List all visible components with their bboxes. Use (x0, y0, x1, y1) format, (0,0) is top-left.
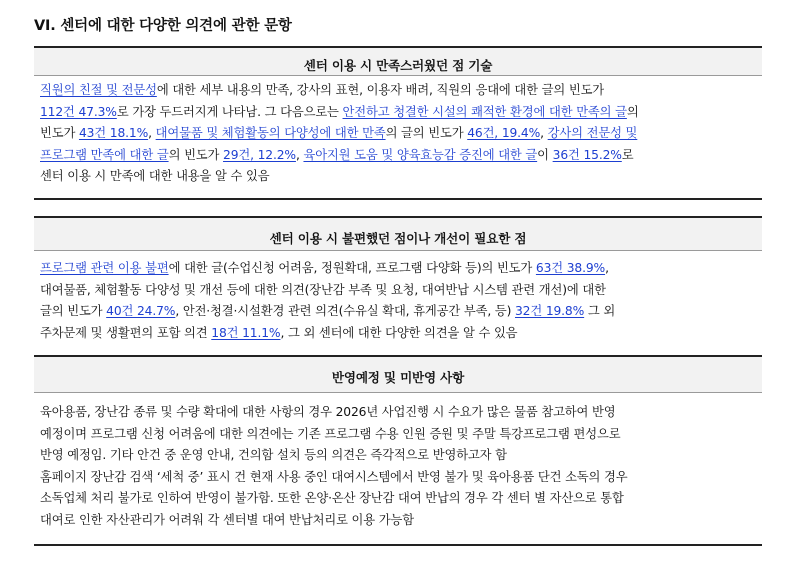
text-segment: 대여물품, 체험활동 다양성 및 개선 등에 대한 의견(장난감 부족 및 요청, 대여반납 시스템 관련 개선)에 대한 (40, 282, 606, 297)
highlighted-text: 112건 47.3% (40, 104, 117, 119)
highlighted-text: 36건 15.2% (552, 147, 622, 162)
section-heading: 센터 이용 시 만족스러웠던 점 기술 (34, 46, 762, 76)
paragraph-line (40, 445, 756, 467)
paragraph-line (40, 488, 756, 510)
text-segment: 소독업체 처리 불가로 인하여 반영이 불가함. 또한 온양·온산 장난감 대여 반납의 경우 각 센터 별 자산으로 통합 (40, 491, 624, 505)
text-segment: 에 대한 세부 내용의 만족, 강사의 표현, 이용자 배려, 직원의 응대에 대한 글의 빈도가 (156, 83, 605, 97)
highlighted-text: 프로그램 만족에 대한 글 (40, 147, 169, 162)
text-segment: 로 가장 두드러지게 나타남. 그 다음으로는 (116, 104, 343, 119)
highlighted-text: 63건 38.9% (535, 261, 606, 275)
section-divider (34, 198, 762, 200)
section-body (34, 393, 762, 531)
page-title: VI. 센터에 대한 다양한 의견에 관한 문항 (34, 18, 292, 34)
highlighted-text: 강사의 전문성 및 (547, 126, 638, 140)
highlighted-text: 안전하고 청결한 시설의 쾌적한 환경에 대한 만족의 글 (342, 104, 627, 119)
text-segment: 로 (621, 147, 634, 162)
satisfaction-section (34, 46, 762, 188)
paragraph-line (40, 166, 756, 188)
highlighted-text: 32건 19.8% (514, 304, 585, 318)
text-segment: , (148, 126, 156, 140)
paragraph-line (40, 123, 756, 145)
text-segment: 빈도가 (40, 126, 79, 140)
paragraph-line (40, 402, 756, 424)
section-body (34, 251, 762, 344)
reflection-section (34, 355, 762, 531)
text-segment: , (540, 126, 548, 140)
paragraph-line (40, 301, 756, 323)
paragraph-line (40, 424, 756, 446)
highlighted-text: 46건, 19.4% (467, 126, 541, 140)
text-segment: 이 (537, 147, 553, 162)
section-divider (34, 544, 762, 546)
section-body (34, 76, 762, 188)
paragraph-line (40, 145, 756, 167)
paragraph-line (40, 510, 756, 532)
text-segment: 의 (626, 104, 639, 119)
highlighted-text: 대여물품 및 체험활동의 다양성에 대한 만족 (155, 126, 386, 140)
highlighted-text: 18건 11.1% (211, 325, 281, 340)
highlighted-text: 43건 18.1% (78, 126, 149, 140)
section-heading: 반영예정 및 미반영 사항 (34, 355, 762, 393)
paragraph-line (40, 258, 756, 280)
highlighted-text: 직원의 친절 및 전문성 (40, 83, 157, 97)
paragraph-line (40, 467, 756, 489)
paragraph-line (40, 323, 756, 345)
highlighted-text: 29건, 12.2% (223, 147, 296, 162)
text-segment: 그 외 (584, 304, 616, 318)
highlighted-text: 40건 24.7% (106, 304, 176, 318)
paragraph-line (40, 280, 756, 302)
paragraph-line (40, 102, 756, 124)
text-segment: 홈페이지 장난감 검색 ‘세척 중’ 표시 건 현재 사용 중인 대여시스템에서 반영 불가 및 육아용품 단건 소독의 경우 (40, 469, 628, 484)
text-segment: 의 빈도가 (168, 147, 224, 162)
text-segment: 글의 빈도가 (40, 304, 107, 318)
text-segment: 육아용품, 장난감 종류 및 수량 확대에 대한 사항의 경우 2026년 사업진행 시 수요가 많은 물품 참고하여 반영 (40, 405, 616, 419)
text-segment: 에 대한 글(수업신청 어려움, 정원확대, 프로그램 다양화 등)의 빈도가 (168, 261, 536, 275)
highlighted-text: 프로그램 관련 이용 불편 (40, 261, 169, 275)
paragraph-line (40, 80, 756, 102)
highlighted-text: 육아지원 도움 및 양육효능감 증진에 대한 글 (303, 147, 538, 162)
text-segment: , (605, 261, 609, 275)
text-segment: , 그 외 센터에 대한 다양한 의견을 알 수 있음 (280, 325, 518, 340)
text-segment: 센터 이용 시 만족에 대한 내용을 알 수 있음 (40, 169, 270, 183)
text-segment: 대여로 인한 자산관리가 어려워 각 센터별 대여 반납처리로 이용 가능함 (40, 512, 414, 527)
text-segment: 반영 예정임. 기타 안건 중 운영 안내, 건의함 설치 등의 의견은 즉각적으로 반영하고자 함 (40, 448, 507, 462)
section-heading: 센터 이용 시 불편했던 점이나 개선이 필요한 점 (34, 216, 762, 251)
text-segment: 주차문제 및 생활편의 포함 의견 (40, 325, 212, 340)
text-segment: 예정이며 프로그램 신청 어려움에 대한 의견에는 기존 프로그램 수용 인원 증원 및 주말 특강프로그램 편성으로 (40, 426, 621, 441)
text-segment: 의 글의 빈도가 (385, 126, 468, 140)
text-segment: , (295, 147, 304, 162)
inconvenience-section (34, 216, 762, 344)
text-segment: , 안전·청결·시설환경 관련 의견(수유실 확대, 휴게공간 부족, 등) (175, 304, 515, 318)
